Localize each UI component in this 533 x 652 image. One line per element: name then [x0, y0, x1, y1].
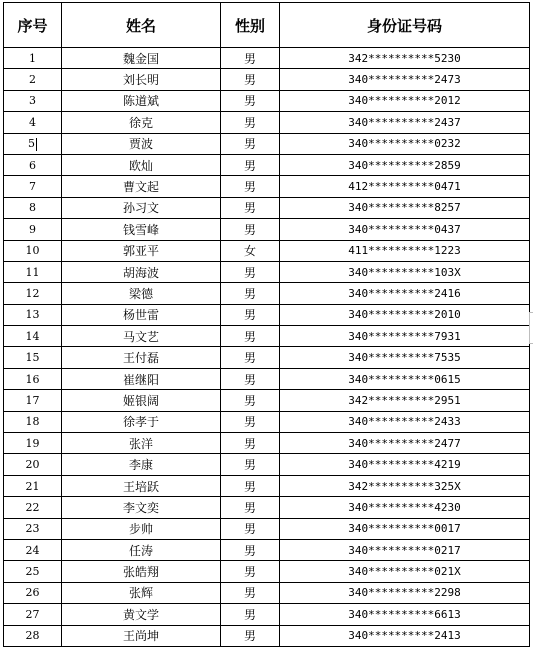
- table-row: [4, 240, 530, 261]
- cell-gender[interactable]: [221, 475, 280, 496]
- cell-gender[interactable]: [221, 261, 280, 282]
- cell-id-number[interactable]: [280, 561, 530, 582]
- cell-gender[interactable]: [221, 454, 280, 475]
- cell-name[interactable]: [62, 561, 221, 582]
- cell-gender-text: 男: [243, 522, 256, 537]
- cell-id-number-text: 340**********2298: [348, 586, 461, 600]
- cell-seq-no[interactable]: [4, 390, 62, 411]
- table-row: [4, 283, 530, 304]
- cell-id-number[interactable]: [280, 90, 530, 111]
- cell-name[interactable]: [62, 454, 221, 475]
- cell-seq-no[interactable]: [4, 48, 62, 69]
- cell-name[interactable]: [62, 197, 221, 218]
- cell-seq-no[interactable]: [4, 69, 62, 90]
- cell-id-number[interactable]: [280, 411, 530, 432]
- cell-id-number-text: 342**********5230: [348, 51, 461, 65]
- cell-gender[interactable]: [221, 176, 280, 197]
- cell-gender[interactable]: [221, 219, 280, 240]
- cell-gender-text: 男: [243, 94, 256, 109]
- cell-name-text: 刘长明: [122, 73, 159, 88]
- cell-id-number-text: 340**********4219: [348, 458, 461, 472]
- cell-name-text: 郭亚平: [122, 244, 159, 259]
- header-row: [4, 3, 530, 48]
- cell-gender-text: 男: [243, 629, 256, 644]
- cell-seq-no-text: 20: [25, 458, 40, 472]
- cell-id-number-text: 342**********2951: [348, 393, 461, 407]
- cell-id-number[interactable]: [280, 219, 530, 240]
- table-row: [4, 48, 530, 69]
- cell-name-text: 陈道斌: [122, 94, 159, 109]
- cell-seq-no-text: 26: [25, 586, 40, 600]
- cell-name-text: 王培跃: [122, 479, 159, 494]
- cell-id-number-text: 340**********2473: [348, 73, 461, 87]
- table-row: [4, 133, 530, 154]
- cell-gender[interactable]: [221, 561, 280, 582]
- cell-seq-no[interactable]: [4, 347, 62, 368]
- cell-gender[interactable]: [221, 48, 280, 69]
- cell-gender[interactable]: [221, 154, 280, 175]
- table-row: [4, 112, 530, 133]
- table-row: [4, 176, 530, 197]
- table-row: [4, 582, 530, 603]
- cell-seq-no[interactable]: [4, 368, 62, 389]
- cell-gender[interactable]: [221, 539, 280, 560]
- cell-gender-text: 男: [243, 565, 256, 580]
- table-row: [4, 390, 530, 411]
- cell-gender[interactable]: [221, 347, 280, 368]
- cell-id-number[interactable]: [280, 454, 530, 475]
- cell-name-text: 欧灿: [128, 158, 153, 173]
- cell-name-text: 曹文起: [122, 180, 159, 195]
- cell-id-number-text: 340**********2437: [348, 115, 461, 129]
- cell-seq-no-text: 25: [25, 565, 40, 579]
- cell-gender[interactable]: [221, 411, 280, 432]
- cell-seq-no[interactable]: [4, 197, 62, 218]
- cell-seq-no[interactable]: [4, 475, 62, 496]
- cell-seq-no[interactable]: [4, 582, 62, 603]
- cell-id-number[interactable]: [280, 283, 530, 304]
- table-row: [4, 90, 530, 111]
- cell-gender[interactable]: [221, 197, 280, 218]
- cell-name[interactable]: [62, 176, 221, 197]
- cell-gender-text: 男: [243, 329, 256, 344]
- cell-gender-text: 男: [243, 586, 256, 601]
- cell-name[interactable]: [62, 133, 221, 154]
- cell-gender-text: 男: [243, 372, 256, 387]
- table-row: [4, 154, 530, 175]
- table-row: [4, 497, 530, 518]
- cell-gender[interactable]: [221, 497, 280, 518]
- cell-seq-no-text: 9: [29, 222, 36, 236]
- cell-id-number-text: 340**********2416: [348, 286, 461, 300]
- cell-id-number[interactable]: [280, 112, 530, 133]
- table-row: [4, 69, 530, 90]
- cell-seq-no-text: 3: [29, 94, 36, 108]
- cell-name[interactable]: [62, 582, 221, 603]
- cell-name[interactable]: [62, 539, 221, 560]
- cell-seq-no-text: 11: [25, 265, 40, 279]
- cell-name[interactable]: [62, 518, 221, 539]
- cell-seq-no-text: 18: [25, 415, 40, 429]
- cell-name[interactable]: [62, 433, 221, 454]
- cell-seq-no-text: 4: [29, 115, 36, 129]
- cell-id-number-text: 340**********6613: [348, 607, 461, 621]
- cell-gender[interactable]: [221, 433, 280, 454]
- cell-seq-no[interactable]: [4, 304, 62, 325]
- cell-gender[interactable]: [221, 625, 280, 646]
- cell-gender-text: 男: [243, 607, 256, 622]
- table-row: [4, 604, 530, 625]
- cell-seq-no[interactable]: [4, 326, 62, 347]
- cell-gender[interactable]: [221, 133, 280, 154]
- table-row: [4, 347, 530, 368]
- cell-seq-no-text: 23: [25, 522, 40, 536]
- cell-id-number-text: 340**********2010: [348, 308, 461, 322]
- cell-gender-text: 男: [243, 222, 256, 237]
- cell-seq-no-text: 13: [25, 308, 40, 322]
- cell-name[interactable]: [62, 304, 221, 325]
- cell-name[interactable]: [62, 475, 221, 496]
- cell-seq-no[interactable]: [4, 433, 62, 454]
- cell-id-number[interactable]: [280, 625, 530, 646]
- cell-name-text: 黄文学: [122, 607, 159, 622]
- cell-name-text: 步帅: [128, 522, 153, 537]
- cell-gender-text: 男: [243, 479, 256, 494]
- cell-id-number-text: 340**********103X: [348, 265, 461, 279]
- cell-gender-text: 男: [243, 73, 256, 88]
- cell-seq-no[interactable]: [4, 90, 62, 111]
- cell-id-number[interactable]: [280, 197, 530, 218]
- cell-seq-no-text: 10: [25, 244, 40, 258]
- table-row: [4, 625, 530, 646]
- cell-id-number-text: 340**********2012: [348, 94, 461, 108]
- cell-id-number[interactable]: [280, 176, 530, 197]
- table-row: [4, 411, 530, 432]
- cell-id-number[interactable]: [280, 154, 530, 175]
- cell-name-text: 崔继阳: [122, 372, 159, 387]
- cell-gender-text: 男: [243, 51, 256, 66]
- cell-id-number-text: 342**********325X: [348, 479, 461, 493]
- cell-name[interactable]: [62, 69, 221, 90]
- cell-name[interactable]: [62, 390, 221, 411]
- cell-id-number-text: 340**********0615: [348, 372, 461, 386]
- cell-name[interactable]: [62, 240, 221, 261]
- cell-name[interactable]: [62, 154, 221, 175]
- cell-gender[interactable]: [221, 326, 280, 347]
- table-row: [4, 433, 530, 454]
- cell-id-number-text: 340**********8257: [348, 201, 461, 215]
- cell-seq-no[interactable]: [4, 240, 62, 261]
- table-row: [4, 197, 530, 218]
- cell-id-number[interactable]: [280, 475, 530, 496]
- cell-seq-no[interactable]: [4, 497, 62, 518]
- cell-id-number[interactable]: [280, 368, 530, 389]
- cell-id-number-text: 340**********0437: [348, 222, 461, 236]
- cell-gender-text: 男: [243, 351, 256, 366]
- cell-gender[interactable]: [221, 518, 280, 539]
- table-row: [4, 304, 530, 325]
- cell-seq-no-text: 22: [25, 500, 40, 514]
- table-row: [4, 475, 530, 496]
- cell-id-number-text: 411**********1223: [348, 244, 461, 258]
- cell-id-number[interactable]: [280, 133, 530, 154]
- cell-gender[interactable]: [221, 240, 280, 261]
- cell-gender[interactable]: [221, 69, 280, 90]
- cell-gender[interactable]: [221, 582, 280, 603]
- cell-seq-no-text: 24: [25, 543, 40, 557]
- cell-name[interactable]: [62, 90, 221, 111]
- cell-gender[interactable]: [221, 604, 280, 625]
- cell-gender-text: 女: [243, 244, 256, 259]
- cell-seq-no[interactable]: [4, 154, 62, 175]
- header-id-number[interactable]: 身份证号码: [280, 3, 530, 48]
- cell-id-number[interactable]: [280, 539, 530, 560]
- cell-seq-no[interactable]: [4, 112, 62, 133]
- cell-name[interactable]: [62, 411, 221, 432]
- table-row: [4, 539, 530, 560]
- cell-seq-no-text: 16: [25, 372, 40, 386]
- cell-seq-no-text: 21: [25, 479, 40, 493]
- cell-gender-text: 男: [243, 415, 256, 430]
- header-seq-no[interactable]: 序号: [4, 3, 62, 48]
- cell-name-text: 梁德: [128, 286, 153, 301]
- cell-id-number-text: 340**********2413: [348, 629, 461, 643]
- cell-seq-no[interactable]: [4, 176, 62, 197]
- cell-id-number-text: 340**********4230: [348, 500, 461, 514]
- cell-name-text: 马文艺: [122, 329, 159, 344]
- cell-gender[interactable]: [221, 368, 280, 389]
- cell-seq-no-text: 27: [25, 607, 40, 621]
- cell-id-number[interactable]: [280, 497, 530, 518]
- cell-seq-no[interactable]: [4, 561, 62, 582]
- table-row: [4, 261, 530, 282]
- cell-gender-text: 男: [243, 286, 256, 301]
- cell-seq-no-text: 19: [25, 436, 40, 450]
- cell-seq-no-text: 5: [28, 137, 35, 150]
- cell-gender-text: 男: [243, 393, 256, 408]
- cell-gender-text: 男: [243, 180, 256, 195]
- cell-id-number-text: 340**********0017: [348, 522, 461, 536]
- cell-name-text: 张辉: [128, 586, 153, 601]
- cell-name-text: 徐孝于: [122, 415, 159, 430]
- cell-name-text: 李文奕: [122, 500, 159, 515]
- cell-name-text: 胡海波: [122, 265, 159, 280]
- cell-name-text: 徐克: [128, 115, 153, 130]
- cell-gender-text: 男: [243, 308, 256, 323]
- table-row: [4, 326, 530, 347]
- cell-name[interactable]: [62, 219, 221, 240]
- cell-gender-text: 男: [243, 137, 256, 152]
- cell-id-number[interactable]: [280, 304, 530, 325]
- cell-name-text: 杨世雷: [122, 308, 159, 323]
- cell-name[interactable]: [62, 625, 221, 646]
- cell-name-text: 魏金国: [122, 51, 159, 66]
- cell-name[interactable]: [62, 604, 221, 625]
- cell-id-number[interactable]: [280, 582, 530, 603]
- cell-name-text: 张洋: [128, 436, 153, 451]
- table-body: [4, 48, 530, 647]
- cell-name[interactable]: [62, 347, 221, 368]
- cell-id-number-text: 340**********0232: [348, 137, 461, 151]
- cell-seq-no[interactable]: [4, 539, 62, 560]
- cell-gender-text: 男: [243, 158, 256, 173]
- cell-name-text: 钱雪峰: [122, 222, 159, 237]
- cell-name-text: 李康: [128, 458, 153, 473]
- cell-name-text: 贾波: [128, 137, 153, 152]
- cell-gender[interactable]: [221, 90, 280, 111]
- cell-name-text: 王尚坤: [122, 629, 159, 644]
- cell-seq-no[interactable]: [4, 604, 62, 625]
- cell-seq-no-text: 17: [25, 393, 40, 407]
- cell-name[interactable]: [62, 326, 221, 347]
- table-row: [4, 454, 530, 475]
- cell-gender-text: 男: [243, 201, 256, 216]
- cell-id-number[interactable]: [280, 326, 530, 347]
- cell-seq-no-text: 14: [25, 329, 40, 343]
- table-row: [4, 368, 530, 389]
- cell-name[interactable]: [62, 497, 221, 518]
- cell-gender[interactable]: [221, 112, 280, 133]
- cell-id-number-text: 340**********021X: [348, 565, 461, 579]
- cell-id-number[interactable]: [280, 347, 530, 368]
- cell-seq-no-text: 15: [25, 351, 40, 365]
- cell-id-number[interactable]: [280, 69, 530, 90]
- cell-id-number-text: 340**********7931: [348, 329, 461, 343]
- cell-seq-no[interactable]: [4, 518, 62, 539]
- header-name[interactable]: 姓名: [62, 3, 221, 48]
- cell-seq-no-text: 2: [29, 73, 36, 87]
- cell-id-number[interactable]: [280, 240, 530, 261]
- cell-seq-no-text: 8: [29, 201, 36, 215]
- header-gender[interactable]: 性别: [221, 3, 280, 48]
- cell-id-number-text: 340**********2433: [348, 415, 461, 429]
- cell-seq-no[interactable]: [4, 261, 62, 282]
- cell-name-text: 姬银阔: [122, 393, 159, 408]
- cell-id-number[interactable]: [280, 604, 530, 625]
- cell-id-number[interactable]: [280, 390, 530, 411]
- cell-name-text: 孙习文: [122, 201, 159, 216]
- cell-seq-no-text: 7: [29, 180, 36, 194]
- cell-id-number-text: 340**********7535: [348, 351, 461, 365]
- cell-id-number[interactable]: [280, 433, 530, 454]
- cell-name[interactable]: [62, 48, 221, 69]
- cell-id-number-text: 340**********2859: [348, 158, 461, 172]
- cell-seq-no[interactable]: [4, 133, 62, 154]
- cell-seq-no-text: 6: [29, 158, 36, 172]
- cell-gender[interactable]: [221, 283, 280, 304]
- text-cursor: [36, 138, 37, 151]
- cell-id-number-text: 412**********0471: [348, 180, 461, 194]
- cell-gender-text: 男: [243, 265, 256, 280]
- cell-name-text: 任涛: [128, 543, 153, 558]
- cell-seq-no[interactable]: [4, 219, 62, 240]
- cell-name-text: 张皓翔: [122, 565, 159, 580]
- cell-id-number-text: 340**********0217: [348, 543, 461, 557]
- cell-name[interactable]: [62, 368, 221, 389]
- cell-gender[interactable]: [221, 390, 280, 411]
- table-row: [4, 219, 530, 240]
- cell-seq-no-text: 1: [29, 51, 36, 65]
- cell-id-number[interactable]: [280, 261, 530, 282]
- cell-gender-text: 男: [243, 500, 256, 515]
- window-edge-handle: [529, 312, 533, 344]
- cell-seq-no[interactable]: [4, 411, 62, 432]
- cell-seq-no-text: 28: [25, 629, 40, 643]
- cell-seq-no[interactable]: [4, 283, 62, 304]
- cell-gender-text: 男: [243, 436, 256, 451]
- cell-id-number-text: 340**********2477: [348, 436, 461, 450]
- table-row: [4, 518, 530, 539]
- cell-name[interactable]: [62, 261, 221, 282]
- cell-gender-text: 男: [243, 458, 256, 473]
- cell-id-number[interactable]: [280, 48, 530, 69]
- cell-name-text: 王付磊: [122, 351, 159, 366]
- cell-gender-text: 男: [243, 115, 256, 130]
- table-row: [4, 561, 530, 582]
- cell-gender-text: 男: [243, 543, 256, 558]
- cell-name[interactable]: [62, 283, 221, 304]
- roster-table: [3, 2, 530, 647]
- cell-name[interactable]: [62, 112, 221, 133]
- cell-seq-no[interactable]: [4, 454, 62, 475]
- cell-seq-no-text: 12: [25, 286, 40, 300]
- cell-id-number[interactable]: [280, 518, 530, 539]
- cell-gender[interactable]: [221, 304, 280, 325]
- cell-seq-no[interactable]: [4, 625, 62, 646]
